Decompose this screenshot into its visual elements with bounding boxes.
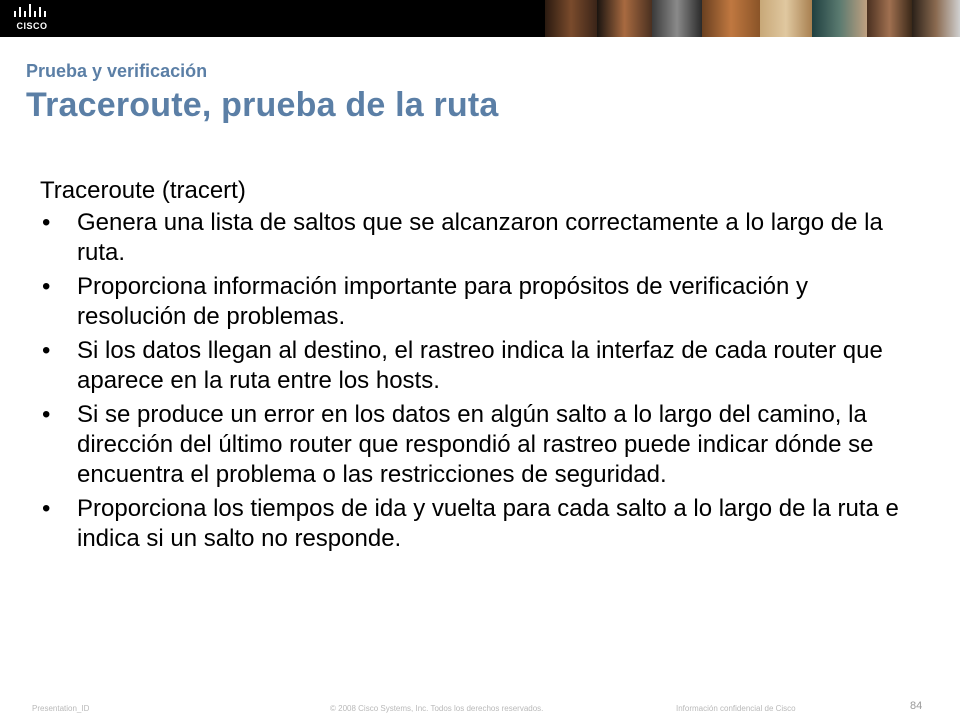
cisco-bridge-icon <box>8 3 56 19</box>
bullet-text: Si se produce un error en los datos en algún salto a lo largo del camino, la dirección del último router que respondió al rastreo puede indicar dónde se encuentra el problema o las restricciones de seguridad. <box>77 401 874 488</box>
bullet-text: Proporciona información importante para propósitos de verificación y resolución de problemas. <box>77 273 809 330</box>
slide-subtitle: Prueba y verificación <box>26 61 208 81</box>
bullet-dot: • <box>42 273 51 300</box>
slide-title: Traceroute, prueba de la ruta <box>26 86 499 124</box>
bullet-dot: • <box>42 495 51 522</box>
bullet-text: Proporciona los tiempos de ida y vuelta para cada salto a lo largo de la ruta e indica si un salto no responde. <box>77 495 899 552</box>
bullet-item <box>40 272 920 332</box>
photo-1 <box>545 0 597 37</box>
bullet-dot: • <box>42 209 51 236</box>
photo-2 <box>597 0 652 37</box>
bullet-text: Si los datos llegan al destino, el rastreo indica la interfaz de cada router que aparece en la ruta entre los hosts. <box>77 337 883 394</box>
photo-3 <box>652 0 702 37</box>
bullet-text: Genera una lista de saltos que se alcanzaron correctamente a lo largo de la ruta. <box>77 209 883 266</box>
photo-8 <box>912 0 960 37</box>
bullet-item <box>40 336 920 396</box>
slide-content <box>40 176 920 558</box>
top-banner <box>0 0 960 37</box>
bullet-dot: • <box>42 337 51 364</box>
footer-confidential: Información confidencial de Cisco <box>676 704 796 713</box>
cisco-logo <box>8 3 56 33</box>
bullet-dot: • <box>42 401 51 428</box>
footer-presentation-id: Presentation_ID <box>32 704 90 713</box>
photo-4 <box>702 0 760 37</box>
photo-6 <box>812 0 867 37</box>
photo-5 <box>760 0 812 37</box>
photo-strip <box>545 0 960 37</box>
page-number: 84 <box>910 700 923 712</box>
intro-line: Traceroute (tracert) <box>40 177 246 204</box>
footer-copyright: © 2008 Cisco Systems, Inc. Todos los derechos reservados. <box>330 704 544 713</box>
photo-7 <box>867 0 912 37</box>
bullet-item <box>40 494 920 554</box>
logo-wordmark: CISCO <box>16 21 48 31</box>
bullet-item <box>40 400 920 490</box>
bullet-item <box>40 208 920 268</box>
bullet-list <box>40 208 920 554</box>
